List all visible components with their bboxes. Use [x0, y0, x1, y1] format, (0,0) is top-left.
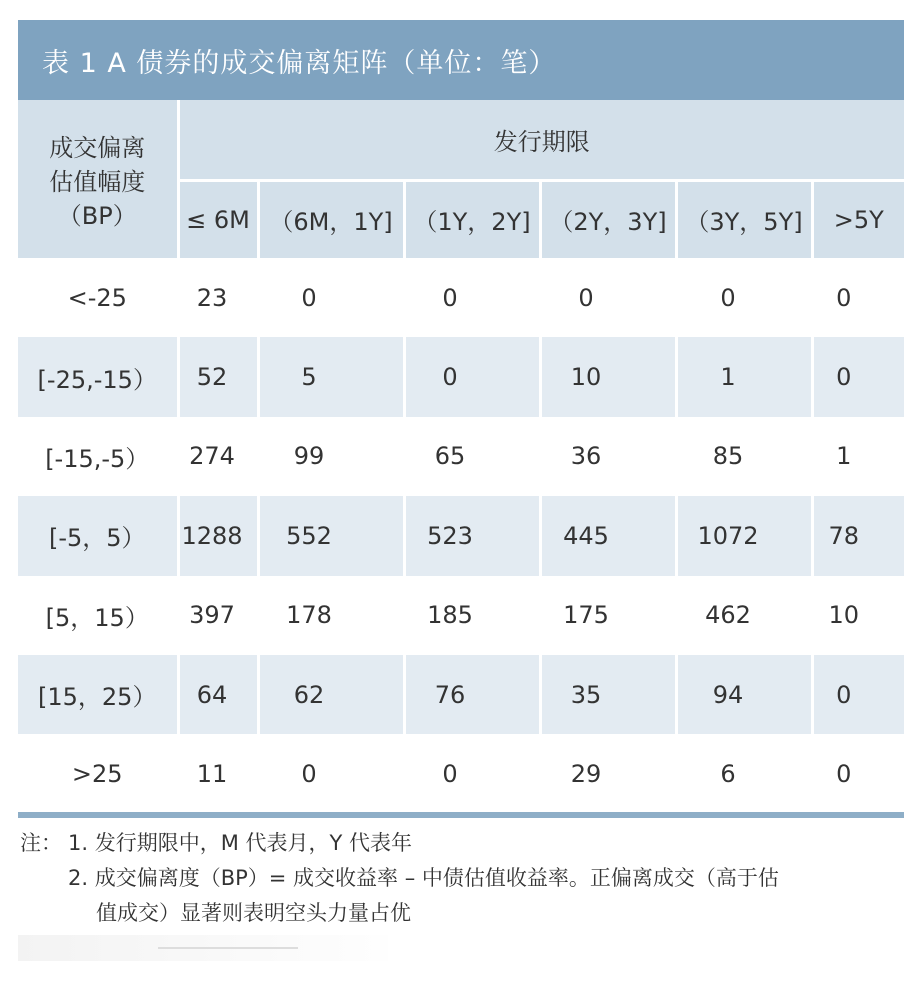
table-cell: 64	[178, 655, 258, 734]
table-cell: 10	[812, 576, 904, 655]
table-row	[18, 496, 904, 575]
column-header: （6M，1Y]	[258, 180, 404, 258]
table-cell: 65	[404, 417, 540, 496]
table-cell: 6	[676, 734, 812, 813]
row-label: >25	[18, 734, 178, 813]
table-cell: 1	[812, 417, 904, 496]
table-cell: 0	[540, 258, 676, 337]
table-cell: 0	[404, 258, 540, 337]
row-label-header-line: （BP）	[57, 202, 137, 230]
table-row	[18, 576, 904, 655]
column-header: （1Y，2Y]	[404, 180, 540, 258]
row-label: [-15,-5）	[18, 417, 178, 496]
table-cell: 523	[404, 496, 540, 575]
row-label: [5，15）	[18, 576, 178, 655]
table-notes	[20, 826, 910, 931]
table-cell: 99	[258, 417, 404, 496]
table-cell: 397	[178, 576, 258, 655]
table-title: 表 1 A 债券的成交偏离矩阵（单位：笔）	[18, 20, 904, 100]
table-cell: 445	[540, 496, 676, 575]
table-cell: 94	[676, 655, 812, 734]
table-cell: 11	[178, 734, 258, 813]
row-label: [-25,-15）	[18, 337, 178, 416]
faded-divider	[18, 935, 388, 961]
table-cell: 23	[178, 258, 258, 337]
column-header: （2Y，3Y]	[540, 180, 676, 258]
table-row	[18, 655, 904, 734]
row-label-header-line: 成交偏离	[49, 134, 146, 162]
row-label-header-line: 估值幅度	[49, 168, 146, 196]
issue-term-group-header: 发行期限	[178, 100, 904, 180]
table-cell: 178	[258, 576, 404, 655]
table-cell: 1288	[178, 496, 258, 575]
table-cell: 62	[258, 655, 404, 734]
table-bottom-rule	[18, 812, 904, 818]
table-header	[18, 100, 904, 258]
table-cell: 1	[676, 337, 812, 416]
row-label-header	[18, 100, 178, 258]
column-header: >5Y	[812, 180, 904, 258]
table-row	[18, 258, 904, 337]
table-cell: 0	[404, 734, 540, 813]
table-cell: 0	[258, 734, 404, 813]
table-row	[18, 417, 904, 496]
table-cell: 76	[404, 655, 540, 734]
table-cell: 10	[540, 337, 676, 416]
note-text: 2. 成交偏离度（BP）= 成交收益率 – 中债估值收益率。正偏离成交（高于估	[68, 866, 779, 890]
row-label: [-5，5）	[18, 496, 178, 575]
table-cell: 29	[540, 734, 676, 813]
table-cell: 0	[258, 258, 404, 337]
deviation-matrix-table	[18, 100, 904, 814]
row-label: <-25	[18, 258, 178, 337]
row-label: [15，25）	[18, 655, 178, 734]
table-cell: 0	[812, 655, 904, 734]
table-cell: 0	[812, 734, 904, 813]
table-cell: 85	[676, 417, 812, 496]
table-cell: 185	[404, 576, 540, 655]
table-cell: 1072	[676, 496, 812, 575]
table-cell: 0	[812, 258, 904, 337]
table-cell: 36	[540, 417, 676, 496]
faded-stroke	[158, 947, 298, 949]
note-text: 值成交）显著则表明空头力量占优	[96, 901, 411, 925]
column-header: （3Y，5Y]	[676, 180, 812, 258]
table-cell: 78	[812, 496, 904, 575]
table-cell: 35	[540, 655, 676, 734]
note-prefix: 注：	[20, 831, 62, 855]
table-cell: 52	[178, 337, 258, 416]
column-header: ≤ 6M	[178, 180, 258, 258]
note-line	[20, 826, 910, 861]
table-cell: 462	[676, 576, 812, 655]
table-cell: 175	[540, 576, 676, 655]
note-text: 1. 发行期限中，M 代表月，Y 代表年	[68, 831, 413, 855]
table-cell: 552	[258, 496, 404, 575]
table-body	[18, 258, 904, 814]
table-cell: 5	[258, 337, 404, 416]
table-cell: 0	[676, 258, 812, 337]
table-row	[18, 337, 904, 416]
table-cell: 0	[404, 337, 540, 416]
table-cell: 274	[178, 417, 258, 496]
table-cell: 0	[812, 337, 904, 416]
table-row	[18, 734, 904, 813]
